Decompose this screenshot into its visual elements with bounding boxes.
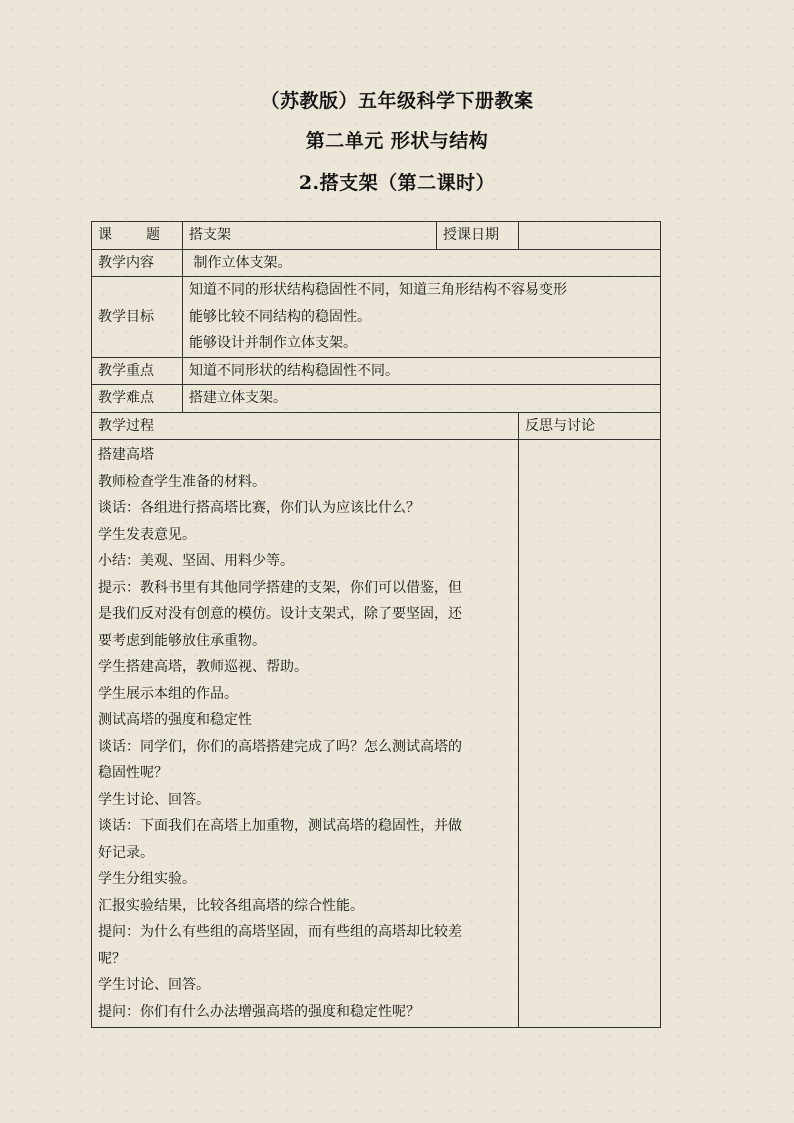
process-line: 学生分组实验。: [98, 871, 196, 887]
goals-row: [92, 277, 661, 358]
topic-value: 搭支架: [183, 222, 437, 250]
process-line: 提问：你们有什么办法增强高塔的强度和稳定性呢？: [98, 1003, 420, 1020]
content-row: [92, 249, 661, 277]
process-line: 学生讨论、回答。: [98, 977, 210, 993]
document-title: （苏教版）五年级科学下册教案: [260, 90, 534, 112]
content-label: 教学内容: [92, 249, 183, 277]
goal-line: 知道不同的形状结构稳固性不同，知道三角形结构不容易变形: [189, 282, 567, 298]
process-label: 教学过程: [92, 412, 519, 440]
topic-row: [92, 222, 661, 250]
content-value: 制作立体支架。: [183, 249, 661, 277]
process-line: 测试高塔的强度和稳定性: [98, 712, 252, 728]
process-content: [92, 440, 519, 1028]
process-line: 好记录。: [98, 844, 154, 861]
process-line: 是我们反对没有创意的模仿。设计支架式，除了要坚固，还: [98, 606, 462, 622]
process-line: 呢？: [98, 950, 126, 967]
date-label: 授课日期: [437, 222, 519, 250]
goals-label: 教学目标: [92, 277, 183, 358]
goal-line: 能够设计并制作立体支架。: [189, 335, 357, 351]
key-value: 知道不同形状的结构稳固性不同。: [183, 357, 661, 385]
process-line: 教师检查学生准备的材料。: [98, 473, 266, 490]
difficulty-value: 搭建立体支架。: [183, 385, 661, 413]
process-line: 汇报实验结果，比较各组高塔的综合性能。: [98, 897, 364, 914]
key-row: [92, 357, 661, 385]
process-line: 小结：美观、坚固、用料少等。: [98, 553, 294, 569]
process-line: 学生展示本组的作品。: [98, 685, 238, 702]
process-line: 谈话：同学们，你们的高塔搭建完成了吗？怎么测试高塔的: [98, 738, 462, 755]
process-line: 提问：为什么有些组的高塔坚固，而有些组的高塔却比较差: [98, 924, 462, 940]
date-value: [519, 222, 661, 250]
process-line: 搭建高塔: [98, 447, 154, 463]
goals-value: [183, 277, 661, 358]
process-line: 学生搭建高塔，教师巡视、帮助。: [98, 659, 308, 675]
process-row: [92, 440, 661, 1028]
process-line: 谈话：下面我们在高塔上加重物，测试高塔的稳固性，并做: [98, 818, 462, 834]
process-line: 学生发表意见。: [98, 526, 196, 543]
reflection-content: [519, 440, 661, 1028]
reflection-label: 反思与讨论: [519, 412, 661, 440]
process-line: 学生讨论、回答。: [98, 791, 210, 808]
difficulty-label: 教学难点: [92, 385, 183, 413]
lesson-title: 2.搭支架（第二课时）: [298, 172, 496, 194]
process-line: 提示：教科书里有其他同学搭建的支架，你们可以借鉴，但: [98, 579, 462, 596]
key-label: 教学重点: [92, 357, 183, 385]
difficulty-row: [92, 385, 661, 413]
process-line: 稳固性呢？: [98, 765, 168, 781]
process-header-row: [92, 412, 661, 440]
topic-label: 课 题: [92, 222, 183, 250]
goal-line: 能够比较不同结构的稳固性。: [189, 308, 371, 325]
lesson-plan-table: [91, 221, 661, 1028]
unit-title: 第二单元 形状与结构: [305, 130, 489, 152]
process-line: 要考虑到能够放住承重物。: [98, 632, 266, 649]
process-line: 谈话：各组进行搭高塔比赛，你们认为应该比什么？: [98, 500, 420, 516]
